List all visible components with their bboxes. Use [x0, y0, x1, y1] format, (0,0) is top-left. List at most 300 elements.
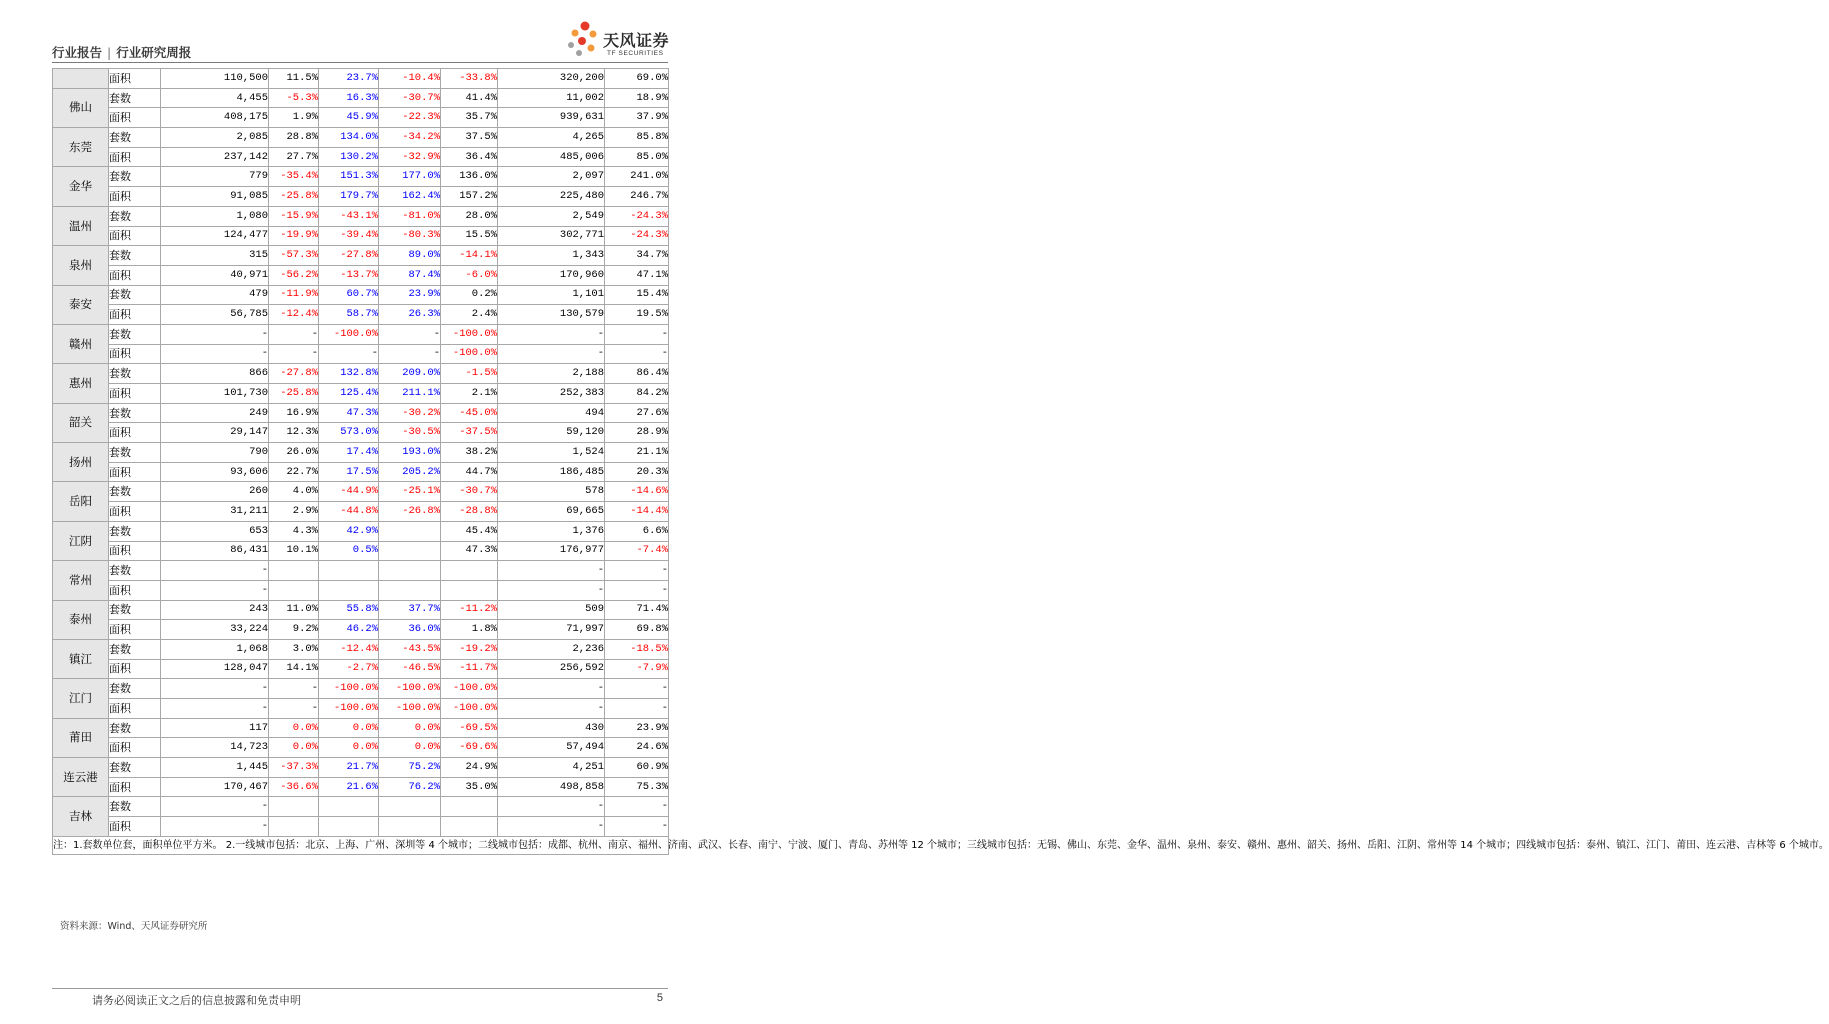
value-cell: -100.0%: [319, 324, 379, 344]
metric-label: 面积: [109, 502, 161, 522]
table-body: [53, 69, 669, 837]
value-cell: 0.5%: [319, 541, 379, 561]
value-cell: -2.7%: [319, 659, 379, 679]
city-cell: 镇江: [53, 639, 109, 678]
value-cell: 91,085: [161, 187, 269, 207]
value-cell: 23.7%: [319, 69, 379, 89]
table-row: [53, 541, 669, 561]
value-cell: 29,147: [161, 423, 269, 443]
value-cell: 76.2%: [379, 777, 441, 797]
metric-label: 套数: [109, 600, 161, 620]
table-row: [53, 462, 669, 482]
value-cell: 162.4%: [379, 187, 441, 207]
metric-label: 面积: [109, 187, 161, 207]
metric-label: 套数: [109, 639, 161, 659]
metric-label: 面积: [109, 738, 161, 758]
value-cell: 790: [161, 443, 269, 463]
value-cell: 1,376: [498, 521, 605, 541]
value-cell: 4.0%: [269, 482, 319, 502]
metric-label: 面积: [109, 384, 161, 404]
value-cell: 37.9%: [605, 108, 669, 128]
value-cell: 38.2%: [441, 443, 498, 463]
logo-dot: [578, 37, 586, 45]
value-cell: 24.6%: [605, 738, 669, 758]
value-cell: 1,343: [498, 246, 605, 266]
value-cell: -: [379, 324, 441, 344]
value-cell: -: [605, 817, 669, 837]
value-cell: [379, 561, 441, 581]
value-cell: -56.2%: [269, 265, 319, 285]
value-cell: 211.1%: [379, 384, 441, 404]
logo-english-name: TF SECURITIES: [607, 50, 664, 57]
value-cell: -: [605, 580, 669, 600]
value-cell: -35.4%: [269, 167, 319, 187]
value-cell: -: [161, 797, 269, 817]
table-row: [53, 797, 669, 817]
value-cell: 47.3%: [441, 541, 498, 561]
value-cell: -11.9%: [269, 285, 319, 305]
value-cell: [269, 561, 319, 581]
value-cell: 177.0%: [379, 167, 441, 187]
value-cell: 260: [161, 482, 269, 502]
value-cell: -27.8%: [319, 246, 379, 266]
value-cell: -: [605, 561, 669, 581]
value-cell: -: [319, 344, 379, 364]
value-cell: 89.0%: [379, 246, 441, 266]
value-cell: 71.4%: [605, 600, 669, 620]
value-cell: -: [498, 561, 605, 581]
city-cell: 韶关: [53, 403, 109, 442]
metric-label: 面积: [109, 265, 161, 285]
table-row: [53, 246, 669, 266]
value-cell: 11,002: [498, 88, 605, 108]
value-cell: 170,960: [498, 265, 605, 285]
value-cell: -: [161, 699, 269, 719]
value-cell: 939,631: [498, 108, 605, 128]
logo-dot: [572, 30, 579, 37]
value-cell: 21.1%: [605, 443, 669, 463]
value-cell: 58.7%: [319, 305, 379, 325]
value-cell: -37.5%: [441, 423, 498, 443]
value-cell: 12.3%: [269, 423, 319, 443]
table-row: [53, 324, 669, 344]
value-cell: -80.3%: [379, 226, 441, 246]
value-cell: 170,467: [161, 777, 269, 797]
table-row: [53, 443, 669, 463]
value-cell: 2,549: [498, 206, 605, 226]
value-cell: -100.0%: [441, 679, 498, 699]
value-cell: 134.0%: [319, 128, 379, 148]
value-cell: -100.0%: [319, 699, 379, 719]
value-cell: 1.9%: [269, 108, 319, 128]
value-cell: 241.0%: [605, 167, 669, 187]
value-cell: [319, 561, 379, 581]
value-cell: -: [605, 797, 669, 817]
value-cell: 75.3%: [605, 777, 669, 797]
value-cell: -18.5%: [605, 639, 669, 659]
value-cell: 10.1%: [269, 541, 319, 561]
value-cell: 60.9%: [605, 758, 669, 778]
table-row: [53, 679, 669, 699]
value-cell: 578: [498, 482, 605, 502]
logo-dot: [588, 45, 595, 52]
value-cell: 485,006: [498, 147, 605, 167]
value-cell: 1.8%: [441, 620, 498, 640]
table-row: [53, 88, 669, 108]
report-type: 行业报告: [52, 45, 103, 60]
value-cell: 45.9%: [319, 108, 379, 128]
metric-label: 面积: [109, 462, 161, 482]
value-cell: -: [161, 561, 269, 581]
value-cell: 2,188: [498, 364, 605, 384]
value-cell: -100.0%: [379, 679, 441, 699]
value-cell: -: [269, 679, 319, 699]
value-cell: 28.8%: [269, 128, 319, 148]
table-row: [53, 344, 669, 364]
value-cell: -: [269, 324, 319, 344]
footer-divider: [52, 988, 668, 989]
value-cell: 17.5%: [319, 462, 379, 482]
value-cell: 16.9%: [269, 403, 319, 423]
city-cell: 泉州: [53, 246, 109, 285]
value-cell: -: [269, 699, 319, 719]
logo-dot: [576, 50, 582, 56]
footer-disclaimer: 请务必阅读正文之后的信息披露和免责申明: [92, 994, 301, 1007]
table-row: [53, 187, 669, 207]
value-cell: 315: [161, 246, 269, 266]
value-cell: -13.7%: [319, 265, 379, 285]
value-cell: 26.0%: [269, 443, 319, 463]
metric-label: 套数: [109, 561, 161, 581]
table-row: [53, 758, 669, 778]
value-cell: 151.3%: [319, 167, 379, 187]
header-separator: |: [107, 45, 112, 60]
value-cell: [269, 817, 319, 837]
metric-label: 面积: [109, 423, 161, 443]
value-cell: 84.2%: [605, 384, 669, 404]
metric-label: 套数: [109, 679, 161, 699]
metric-label: 套数: [109, 285, 161, 305]
city-cell: 赣州: [53, 324, 109, 363]
report-header: [52, 43, 191, 61]
value-cell: -43.5%: [379, 639, 441, 659]
company-logo: [566, 19, 670, 61]
table-row: [53, 561, 669, 581]
metric-label: 套数: [109, 167, 161, 187]
table-row: [53, 738, 669, 758]
value-cell: 1,445: [161, 758, 269, 778]
value-cell: -: [379, 344, 441, 364]
table-row: [53, 108, 669, 128]
value-cell: 6.6%: [605, 521, 669, 541]
value-cell: 2.1%: [441, 384, 498, 404]
value-cell: -22.3%: [379, 108, 441, 128]
city-cell: 常州: [53, 561, 109, 600]
city-cell: 东莞: [53, 128, 109, 167]
value-cell: 494: [498, 403, 605, 423]
value-cell: 46.2%: [319, 620, 379, 640]
value-cell: 86.4%: [605, 364, 669, 384]
value-cell: -24.3%: [605, 206, 669, 226]
value-cell: 193.0%: [379, 443, 441, 463]
value-cell: 205.2%: [379, 462, 441, 482]
table-note: 注：1.套数单位套，面积单位平方米。 2.一线城市包括：北京、上海、广州、深圳等 4 个城市；二线城市包括：成都、杭州、南京、福州、济南、武汉、长春、南宁、宁波、厦门、青岛、苏州等 12 个城市；三线城市包括：无锡、佛山、东莞、金华、温州、泉州、泰安、赣州、惠州、韶关、扬州、岳阳、江阴、常州等 14 个城市；四线城市包括：泰州、镇江、江门、莆田、连云港、吉林等 6 个城市。: [53, 836, 669, 854]
table-note-body: [53, 836, 1829, 854]
value-cell: [269, 797, 319, 817]
table-row: [53, 403, 669, 423]
metric-label: 套数: [109, 521, 161, 541]
value-cell: -44.8%: [319, 502, 379, 522]
table-row: [53, 226, 669, 246]
metric-label: 套数: [109, 443, 161, 463]
value-cell: -15.9%: [269, 206, 319, 226]
value-cell: 1,101: [498, 285, 605, 305]
city-cell: 岳阳: [53, 482, 109, 521]
value-cell: -: [605, 679, 669, 699]
city-cell: 金华: [53, 167, 109, 206]
value-cell: [379, 521, 441, 541]
metric-label: 面积: [109, 777, 161, 797]
value-cell: -: [269, 344, 319, 364]
metric-label: 面积: [109, 147, 161, 167]
value-cell: -30.7%: [441, 482, 498, 502]
metric-label: 套数: [109, 206, 161, 226]
value-cell: -25.1%: [379, 482, 441, 502]
metric-label: 面积: [109, 305, 161, 325]
value-cell: 130.2%: [319, 147, 379, 167]
value-cell: 479: [161, 285, 269, 305]
value-cell: -: [498, 699, 605, 719]
value-cell: 2,097: [498, 167, 605, 187]
value-cell: 16.3%: [319, 88, 379, 108]
value-cell: 237,142: [161, 147, 269, 167]
table-row: [53, 69, 669, 89]
metric-label: 套数: [109, 324, 161, 344]
value-cell: 14.1%: [269, 659, 319, 679]
city-transaction-table: [52, 68, 1829, 855]
value-cell: -30.2%: [379, 403, 441, 423]
value-cell: -: [498, 324, 605, 344]
value-cell: 93,606: [161, 462, 269, 482]
city-cell: 扬州: [53, 443, 109, 482]
value-cell: -12.4%: [269, 305, 319, 325]
value-cell: -: [605, 699, 669, 719]
value-cell: 779: [161, 167, 269, 187]
table-row: [53, 384, 669, 404]
value-cell: -11.7%: [441, 659, 498, 679]
city-cell: 吉林: [53, 797, 109, 836]
value-cell: 15.5%: [441, 226, 498, 246]
value-cell: 18.9%: [605, 88, 669, 108]
value-cell: 41.4%: [441, 88, 498, 108]
value-cell: 44.7%: [441, 462, 498, 482]
table-row: [53, 265, 669, 285]
table-row: [53, 777, 669, 797]
metric-label: 面积: [109, 108, 161, 128]
value-cell: -30.7%: [379, 88, 441, 108]
value-cell: 2.4%: [441, 305, 498, 325]
table-row: [53, 502, 669, 522]
value-cell: -100.0%: [441, 699, 498, 719]
metric-label: 面积: [109, 69, 161, 89]
value-cell: -28.8%: [441, 502, 498, 522]
table-row: [53, 600, 669, 620]
value-cell: 20.3%: [605, 462, 669, 482]
table-row: [53, 167, 669, 187]
value-cell: 23.9%: [605, 718, 669, 738]
value-cell: 57,494: [498, 738, 605, 758]
value-cell: 252,383: [498, 384, 605, 404]
value-cell: [379, 541, 441, 561]
value-cell: 0.2%: [441, 285, 498, 305]
value-cell: -25.8%: [269, 384, 319, 404]
value-cell: 36.0%: [379, 620, 441, 640]
metric-label: 面积: [109, 817, 161, 837]
value-cell: -57.3%: [269, 246, 319, 266]
value-cell: 4,455: [161, 88, 269, 108]
value-cell: -: [161, 679, 269, 699]
value-cell: 2,085: [161, 128, 269, 148]
city-cell: 江阴: [53, 521, 109, 560]
value-cell: 11.5%: [269, 69, 319, 89]
value-cell: 101,730: [161, 384, 269, 404]
value-cell: 498,858: [498, 777, 605, 797]
value-cell: -32.9%: [379, 147, 441, 167]
value-cell: -: [161, 817, 269, 837]
metric-label: 套数: [109, 718, 161, 738]
value-cell: -: [498, 679, 605, 699]
value-cell: -81.0%: [379, 206, 441, 226]
value-cell: 4,251: [498, 758, 605, 778]
value-cell: 866: [161, 364, 269, 384]
value-cell: 45.4%: [441, 521, 498, 541]
metric-label: 面积: [109, 659, 161, 679]
value-cell: 35.0%: [441, 777, 498, 797]
value-cell: -36.6%: [269, 777, 319, 797]
value-cell: 176,977: [498, 541, 605, 561]
logo-name: 天风证券: [603, 31, 670, 50]
metric-label: 套数: [109, 758, 161, 778]
value-cell: -: [161, 324, 269, 344]
value-cell: 653: [161, 521, 269, 541]
city-cell: 连云港: [53, 758, 109, 797]
value-cell: -: [498, 580, 605, 600]
value-cell: -26.8%: [379, 502, 441, 522]
value-cell: -: [161, 344, 269, 364]
value-cell: 37.7%: [379, 600, 441, 620]
value-cell: 509: [498, 600, 605, 620]
value-cell: -5.3%: [269, 88, 319, 108]
value-cell: 4,265: [498, 128, 605, 148]
value-cell: 125.4%: [319, 384, 379, 404]
table-row: [53, 206, 669, 226]
value-cell: -6.0%: [441, 265, 498, 285]
value-cell: 132.8%: [319, 364, 379, 384]
value-cell: 0.0%: [269, 718, 319, 738]
metric-label: 面积: [109, 226, 161, 246]
value-cell: -37.3%: [269, 758, 319, 778]
value-cell: 243: [161, 600, 269, 620]
value-cell: 24.9%: [441, 758, 498, 778]
value-cell: -11.2%: [441, 600, 498, 620]
metric-label: 面积: [109, 541, 161, 561]
value-cell: 21.7%: [319, 758, 379, 778]
value-cell: [441, 580, 498, 600]
value-cell: 69.0%: [605, 69, 669, 89]
value-cell: 2,236: [498, 639, 605, 659]
value-cell: 0.0%: [269, 738, 319, 758]
value-cell: -27.8%: [269, 364, 319, 384]
value-cell: 124,477: [161, 226, 269, 246]
logo-dot: [568, 42, 574, 48]
value-cell: 55.8%: [319, 600, 379, 620]
value-cell: -: [605, 324, 669, 344]
city-cell: 泰州: [53, 600, 109, 639]
value-cell: 4.3%: [269, 521, 319, 541]
value-cell: 86,431: [161, 541, 269, 561]
value-cell: -14.1%: [441, 246, 498, 266]
value-cell: 28.0%: [441, 206, 498, 226]
value-cell: -12.4%: [319, 639, 379, 659]
metric-label: 套数: [109, 482, 161, 502]
value-cell: 1,080: [161, 206, 269, 226]
value-cell: 186,485: [498, 462, 605, 482]
value-cell: 14,723: [161, 738, 269, 758]
value-cell: 27.6%: [605, 403, 669, 423]
value-cell: 11.0%: [269, 600, 319, 620]
table-row: [53, 147, 669, 167]
value-cell: 34.7%: [605, 246, 669, 266]
value-cell: 256,592: [498, 659, 605, 679]
value-cell: -44.9%: [319, 482, 379, 502]
value-cell: [379, 580, 441, 600]
report-name: 行业研究周报: [116, 45, 192, 60]
value-cell: 31,211: [161, 502, 269, 522]
city-cell: 莆田: [53, 718, 109, 757]
value-cell: 0.0%: [319, 738, 379, 758]
value-cell: -30.5%: [379, 423, 441, 443]
value-cell: 136.0%: [441, 167, 498, 187]
metric-label: 面积: [109, 620, 161, 640]
value-cell: -7.9%: [605, 659, 669, 679]
value-cell: 320,200: [498, 69, 605, 89]
value-cell: 15.4%: [605, 285, 669, 305]
value-cell: 87.4%: [379, 265, 441, 285]
value-cell: 85.0%: [605, 147, 669, 167]
value-cell: 117: [161, 718, 269, 738]
city-cell: 惠州: [53, 364, 109, 403]
value-cell: 33,224: [161, 620, 269, 640]
table-row: [53, 817, 669, 837]
table-note-row: [53, 836, 669, 854]
value-cell: -7.4%: [605, 541, 669, 561]
table-row: [53, 128, 669, 148]
metric-label: 套数: [109, 403, 161, 423]
value-cell: 209.0%: [379, 364, 441, 384]
value-cell: -: [161, 580, 269, 600]
data-source: 资料来源：Wind、天风证券研究所: [60, 921, 208, 932]
city-cell: 江门: [53, 679, 109, 718]
logo-dot: [590, 31, 597, 38]
value-cell: 37.5%: [441, 128, 498, 148]
metric-label: 面积: [109, 344, 161, 364]
logo-dot: [581, 22, 590, 31]
table-row: [53, 285, 669, 305]
value-cell: -10.4%: [379, 69, 441, 89]
value-cell: -100.0%: [441, 324, 498, 344]
value-cell: 85.8%: [605, 128, 669, 148]
table-row: [53, 305, 669, 325]
